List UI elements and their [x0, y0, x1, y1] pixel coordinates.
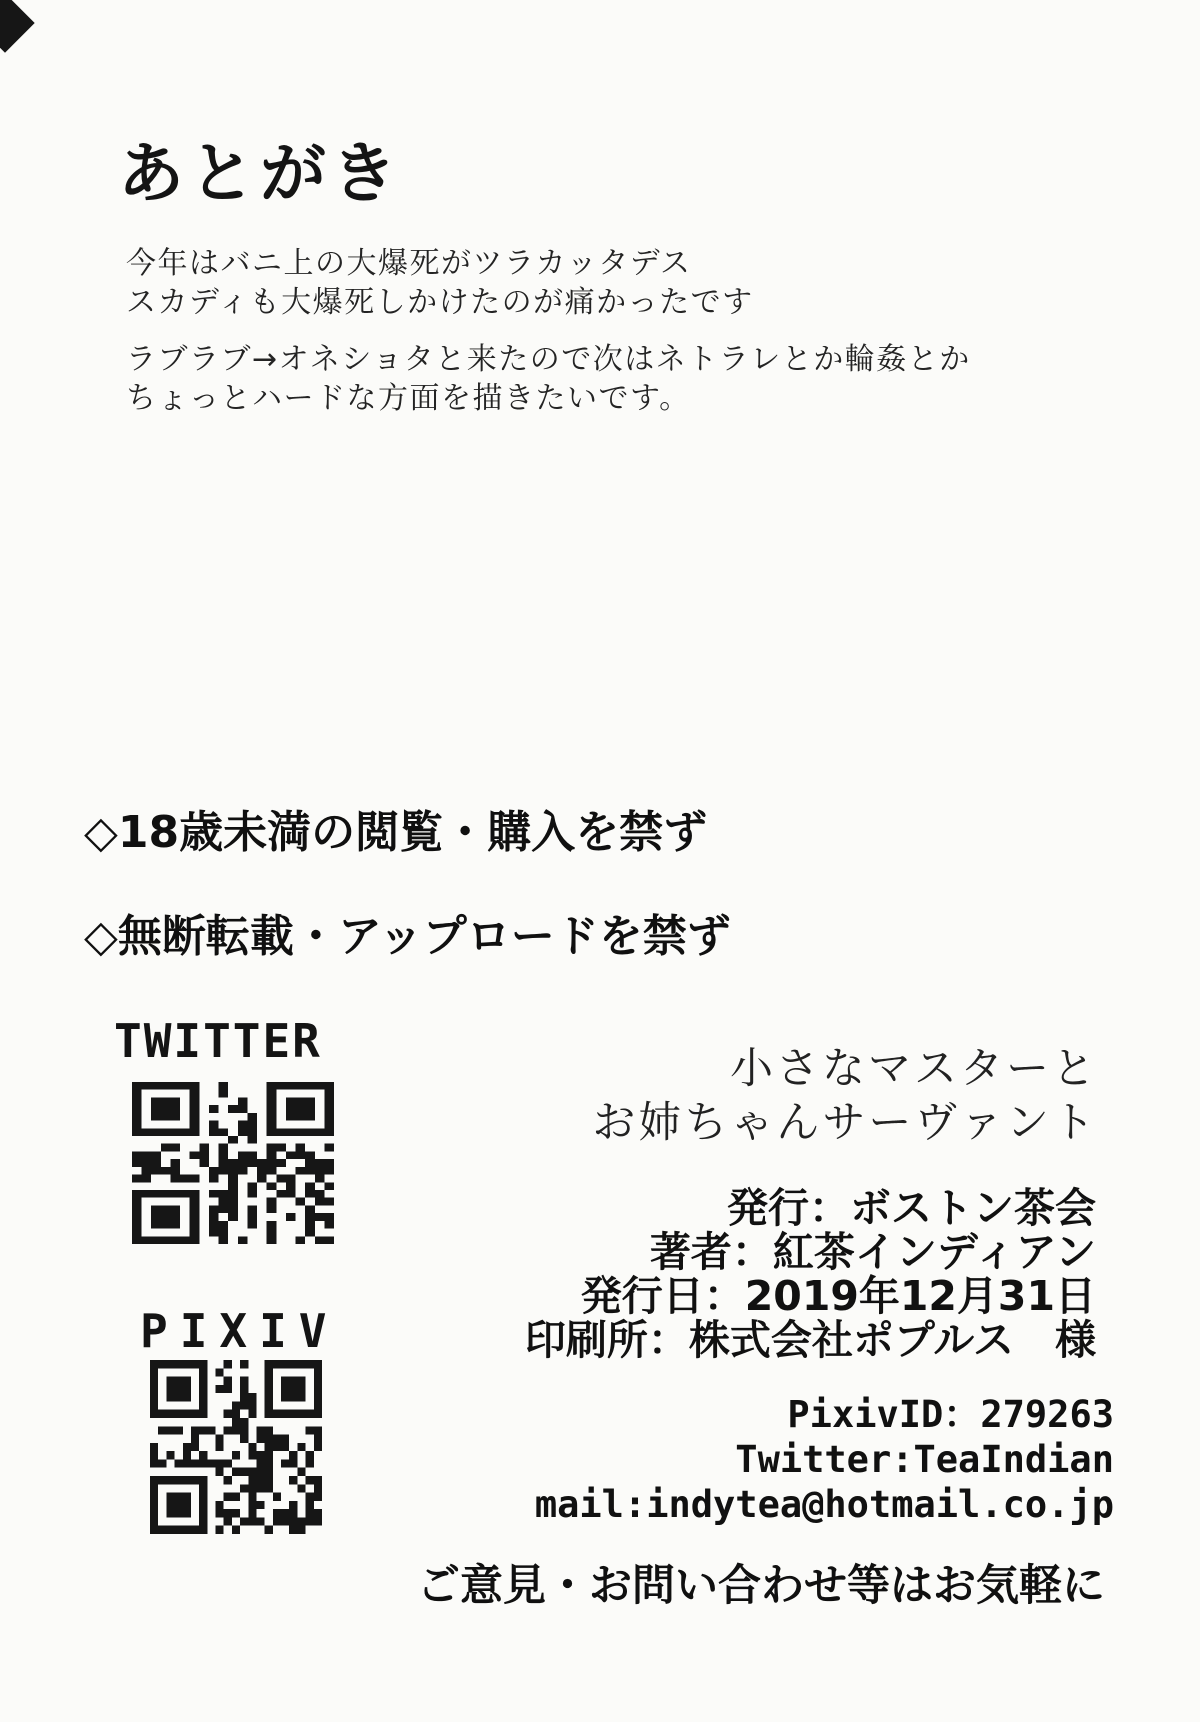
- publish-date-line: 発行日：2019年12月31日: [580, 1272, 1096, 1320]
- age-restriction-notice: ◇18歳未満の閲覧・購入を禁ず: [84, 807, 708, 858]
- mail-line: mail:indytea@hotmail.co.jp: [534, 1483, 1114, 1526]
- printer-line: 印刷所：株式会社ポプルス 様: [524, 1316, 1096, 1364]
- feedback-note: ご意見・お問い合わせ等はお気軽に: [417, 1561, 1105, 1611]
- scan-corner-artifact: [0, 0, 35, 53]
- afterword-line-2: スカディも大爆死しかけたのが痛かったです: [126, 285, 754, 320]
- author-line: 著者：紅茶インディアン: [649, 1228, 1096, 1276]
- work-title: [592, 1042, 1098, 1150]
- contact-block: [535, 1392, 1114, 1527]
- afterword-paragraph-1: [126, 244, 754, 322]
- twitter-handle-line: Twitter:TeaIndian: [735, 1438, 1114, 1481]
- no-repost-notice: ◇無断転載・アップロードを禁ず: [84, 911, 731, 962]
- work-title-line-2: お姉ちゃんサーヴァント: [592, 1098, 1098, 1148]
- twitter-qr-code: [132, 1082, 334, 1244]
- publisher-line: 発行：ボストン茶会: [727, 1184, 1096, 1232]
- afterword-line-4: ちょっとハードな方面を描きたいです。: [126, 381, 691, 416]
- colophon-block: [525, 1186, 1096, 1362]
- work-title-line-1: 小さなマスターと: [730, 1044, 1098, 1094]
- afterword-line-1: 今年はバニ上の大爆死がツラカッタデス: [126, 246, 692, 281]
- pixiv-id-line: PixivID：279263: [787, 1393, 1114, 1436]
- twitter-label: TWITTER: [114, 1014, 322, 1068]
- afterword-line-3: ラブラブ→オネショタと来たので次はネトラレとか輪姦とか: [126, 342, 971, 377]
- afterword-paragraph-2: [126, 340, 971, 418]
- pixiv-qr-code: [150, 1360, 322, 1534]
- pixiv-label: PIXIV: [140, 1304, 339, 1358]
- page-title: あとがき: [118, 135, 402, 213]
